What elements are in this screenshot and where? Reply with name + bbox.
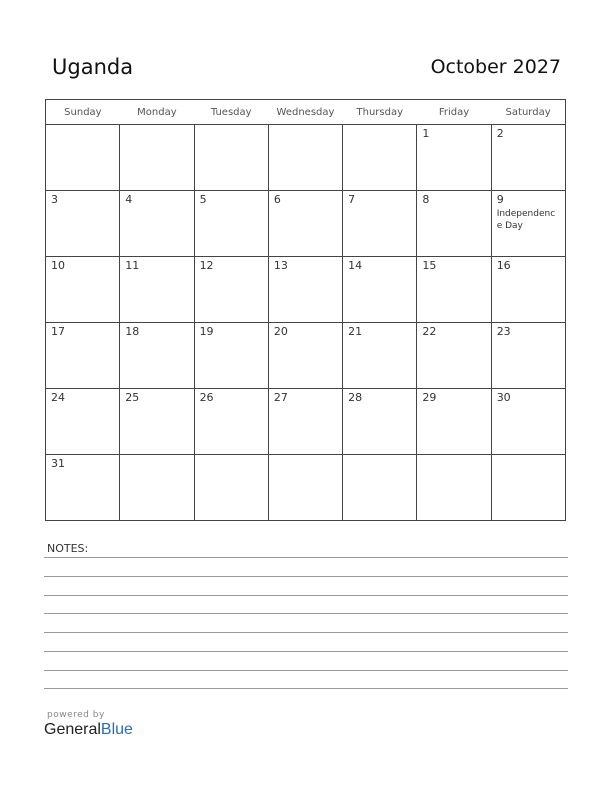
week-row xyxy=(46,455,566,521)
empty-day-cell xyxy=(120,455,194,521)
day-cell xyxy=(268,323,342,389)
weekday-tuesday: Tuesday xyxy=(194,100,268,125)
month-title: October 2027 xyxy=(430,56,561,78)
brand-general-text: General xyxy=(44,721,101,738)
day-number: 19 xyxy=(199,325,214,338)
brand-blue-text: Blue xyxy=(100,721,133,738)
weekday-wednesday: Wednesday xyxy=(268,100,342,125)
day-cell xyxy=(46,455,120,521)
empty-day-cell xyxy=(194,125,268,191)
day-number: 6 xyxy=(273,193,281,206)
day-number: 3 xyxy=(51,193,58,206)
empty-day-cell xyxy=(194,455,268,521)
day-number: 16 xyxy=(496,259,511,272)
day-cell xyxy=(343,191,417,257)
day-cell xyxy=(491,191,565,257)
day-number: 13 xyxy=(273,259,288,272)
day-cell xyxy=(268,389,342,455)
calendar-body xyxy=(46,125,566,521)
day-number: 5 xyxy=(199,193,207,206)
day-number: 31 xyxy=(51,457,65,470)
empty-day-cell xyxy=(343,455,417,521)
country-title: Uganda xyxy=(52,55,134,79)
notes-label: NOTES: xyxy=(47,542,89,555)
holiday-label: Independence Day xyxy=(496,209,556,231)
day-number: 10 xyxy=(51,259,65,272)
day-cell xyxy=(120,191,194,257)
calendar-grid xyxy=(45,99,566,521)
day-cell xyxy=(268,191,342,257)
day-cell xyxy=(491,323,565,389)
day-cell xyxy=(491,125,565,191)
empty-day-cell xyxy=(268,125,342,191)
day-number: 30 xyxy=(496,391,511,404)
note-line xyxy=(44,613,568,614)
day-number: 18 xyxy=(125,325,140,338)
day-number: 14 xyxy=(348,259,363,272)
day-cell xyxy=(194,323,268,389)
note-line xyxy=(44,688,568,689)
day-number: 8 xyxy=(422,193,430,206)
day-cell xyxy=(417,191,491,257)
note-line xyxy=(44,557,568,558)
note-line xyxy=(44,670,568,671)
week-row xyxy=(46,125,566,191)
day-number: 17 xyxy=(51,325,65,338)
weekday-friday: Friday xyxy=(417,100,491,125)
day-cell xyxy=(194,389,268,455)
note-line xyxy=(44,595,568,596)
day-number: 29 xyxy=(422,391,437,404)
note-line xyxy=(44,576,568,577)
day-number: 11 xyxy=(125,259,140,272)
empty-day-cell xyxy=(120,125,194,191)
empty-day-cell xyxy=(46,125,120,191)
powered-by-text: powered by xyxy=(47,710,105,720)
day-cell xyxy=(491,389,565,455)
day-cell xyxy=(417,389,491,455)
day-number: 27 xyxy=(273,391,288,404)
day-cell xyxy=(46,191,120,257)
day-cell xyxy=(46,389,120,455)
week-row xyxy=(46,389,566,455)
note-line xyxy=(44,632,568,633)
weekday-sunday: Sunday xyxy=(46,100,120,125)
day-cell xyxy=(120,323,194,389)
day-number: 21 xyxy=(348,325,363,338)
day-number: 2 xyxy=(496,127,504,140)
day-cell xyxy=(120,389,194,455)
day-cell xyxy=(343,323,417,389)
day-cell xyxy=(46,323,120,389)
empty-day-cell xyxy=(268,455,342,521)
brand-logo[interactable] xyxy=(44,721,133,739)
week-row xyxy=(46,191,566,257)
empty-day-cell xyxy=(343,125,417,191)
note-line xyxy=(44,651,568,652)
empty-day-cell xyxy=(417,455,491,521)
day-number: 12 xyxy=(199,259,214,272)
day-cell xyxy=(46,257,120,323)
weekday-saturday: Saturday xyxy=(491,100,565,125)
day-number: 1 xyxy=(422,127,430,140)
day-cell xyxy=(417,323,491,389)
day-number: 24 xyxy=(51,391,65,404)
day-cell xyxy=(491,257,565,323)
day-number: 4 xyxy=(125,193,133,206)
day-number: 20 xyxy=(273,325,288,338)
day-number: 23 xyxy=(496,325,511,338)
week-row xyxy=(46,257,566,323)
day-number: 15 xyxy=(422,259,437,272)
day-number: 25 xyxy=(125,391,140,404)
day-cell xyxy=(268,257,342,323)
day-number: 26 xyxy=(199,391,214,404)
weekday-monday: Monday xyxy=(120,100,194,125)
day-cell xyxy=(343,257,417,323)
day-cell xyxy=(194,257,268,323)
empty-day-cell xyxy=(491,455,565,521)
day-cell xyxy=(417,125,491,191)
day-number: 7 xyxy=(348,193,356,206)
day-number: 28 xyxy=(348,391,363,404)
day-cell xyxy=(417,257,491,323)
day-cell xyxy=(343,389,417,455)
day-cell xyxy=(120,257,194,323)
day-number: 22 xyxy=(422,325,437,338)
day-number: 9 xyxy=(496,193,504,206)
day-cell xyxy=(194,191,268,257)
week-row xyxy=(46,323,566,389)
weekday-thursday: Thursday xyxy=(343,100,417,125)
weekday-header-row xyxy=(46,100,566,125)
